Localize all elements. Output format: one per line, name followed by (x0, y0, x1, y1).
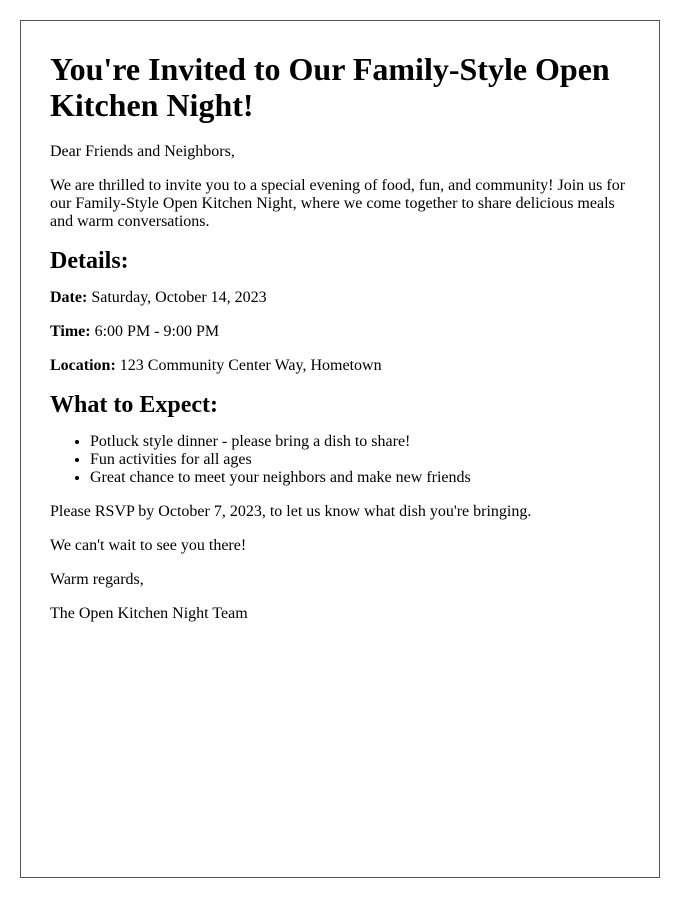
list-item: • Potluck style dinner - please bring a dish to share! (90, 433, 630, 451)
signature: The Open Kitchen Night Team (50, 605, 248, 622)
greeting: Dear Friends and Neighbors, (50, 143, 235, 160)
intro-paragraph: We are thrilled to invite you to a special evening of food, fun, and community! Join us for our Family-Style Open Kitchen Night, where we come together to share delicious meals and warm conversations. (50, 177, 626, 230)
closing-line: We can't wait to see you there! (50, 537, 247, 554)
location-value: 123 Community Center Way, Hometown (115, 357, 382, 374)
detail-location (50, 357, 630, 375)
detail-date (50, 289, 630, 307)
list-item: • Great chance to meet your neighbors and make new friends (90, 469, 630, 487)
time-value: 6:00 PM - 9:00 PM (90, 323, 220, 340)
details-heading: Details: (50, 248, 129, 274)
date-label: Date: (50, 289, 88, 306)
detail-time (50, 323, 630, 341)
page-title: You're Invited to Our Family-Style Open Kitchen Night! (50, 51, 610, 123)
list-item: • Fun activities for all ages (90, 451, 630, 469)
expect-list (50, 433, 630, 487)
rsvp-text: Please RSVP by October 7, 2023, to let us know what dish you're bringing. (50, 503, 532, 520)
location-label: Location: (50, 357, 116, 374)
expect-heading: What to Expect: (50, 392, 218, 418)
date-value: Saturday, October 14, 2023 (87, 289, 267, 306)
invitation-card (20, 20, 660, 878)
time-label: Time: (50, 323, 91, 340)
signoff: Warm regards, (50, 571, 144, 588)
